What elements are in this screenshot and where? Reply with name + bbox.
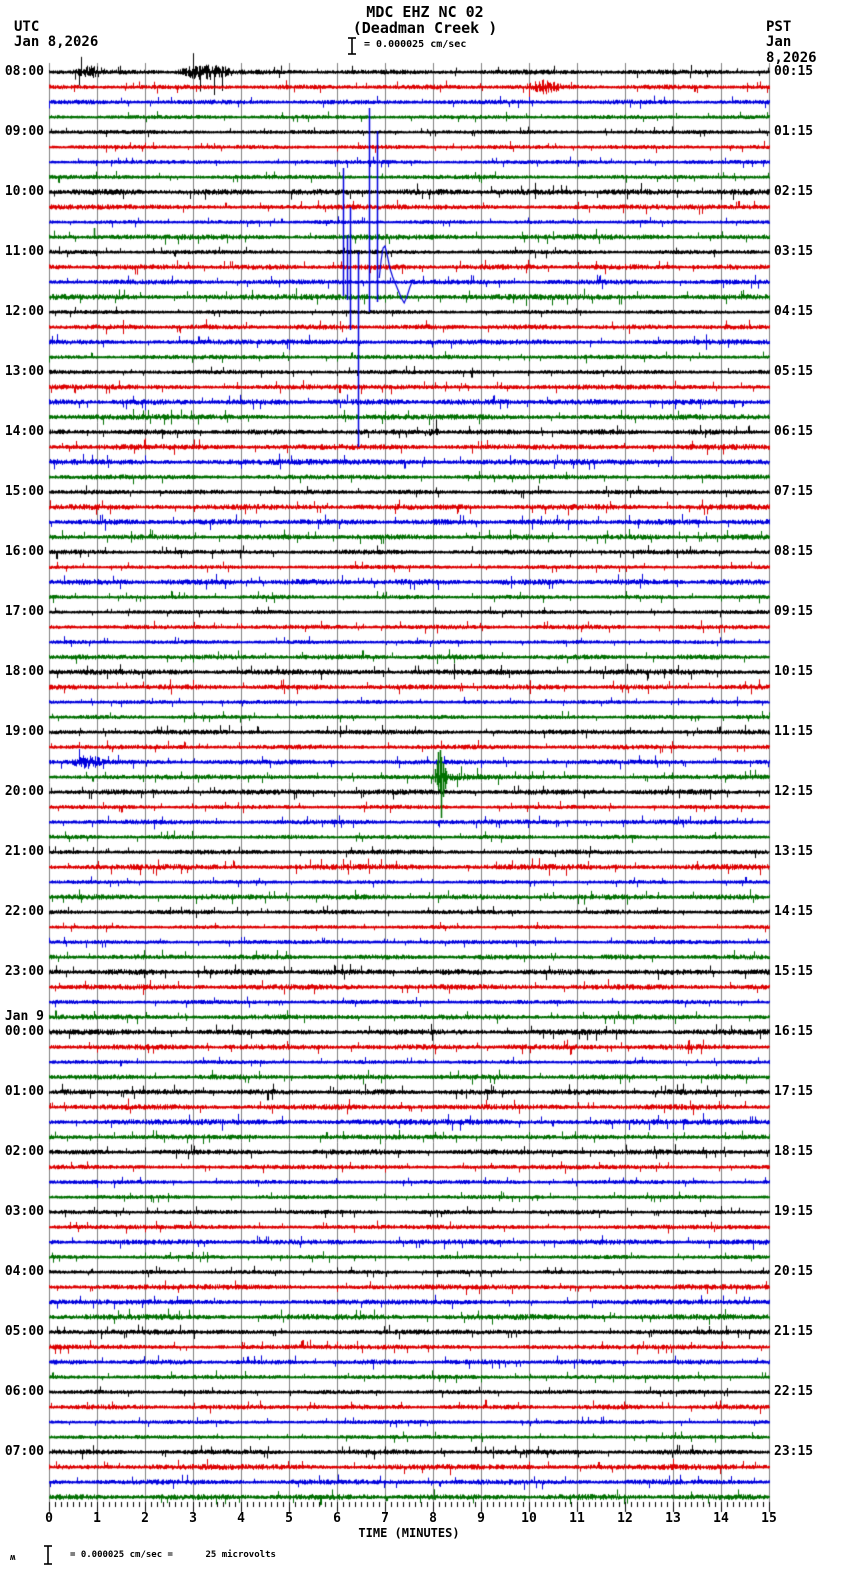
utc-hour-label: 21:00 — [4, 844, 44, 859]
pst-hour-label: 09:15 — [774, 604, 814, 619]
x-tick-label: 7 — [381, 1511, 389, 1526]
x-tick-label: 10 — [521, 1511, 537, 1526]
pst-hour-label: 16:15 — [774, 1024, 814, 1039]
x-tick-label: 15 — [761, 1511, 777, 1526]
pst-hour-label: 14:15 — [774, 904, 814, 919]
utc-hour-label: 22:00 — [4, 904, 44, 919]
x-tick-label: 8 — [429, 1511, 437, 1526]
x-tick-label: 3 — [189, 1511, 197, 1526]
pst-hour-label: 20:15 — [774, 1264, 814, 1279]
utc-hour-label: 17:00 — [4, 604, 44, 619]
pst-hour-label: 13:15 — [774, 844, 814, 859]
x-tick-label: 4 — [237, 1511, 245, 1526]
pst-hour-label: 07:15 — [774, 484, 814, 499]
x-tick-label: 0 — [45, 1511, 53, 1526]
microseism-marker-icon: ʍ — [10, 1553, 16, 1563]
utc-hour-label: 10:00 — [4, 184, 44, 199]
utc-hour-label: 06:00 — [4, 1384, 44, 1399]
pst-hour-label: 12:15 — [774, 784, 814, 799]
pst-hour-label: 04:15 — [774, 304, 814, 319]
utc-hour-label: 09:00 — [4, 124, 44, 139]
utc-hour-label: 19:00 — [4, 724, 44, 739]
utc-hour-label: 00:00 — [4, 1024, 44, 1039]
x-tick-label: 9 — [477, 1511, 485, 1526]
pst-hour-label: 15:15 — [774, 964, 814, 979]
x-tick-label: 1 — [93, 1511, 101, 1526]
x-tick-label: 6 — [333, 1511, 341, 1526]
x-tick-label: 11 — [569, 1511, 585, 1526]
utc-hour-label: 18:00 — [4, 664, 44, 679]
utc-hour-label: 12:00 — [4, 304, 44, 319]
date-break-label: Jan 9 — [4, 1009, 44, 1024]
footer-scale-label: = 0.000025 cm/sec = 25 microvolts — [70, 1550, 276, 1560]
utc-hour-label: 16:00 — [4, 544, 44, 559]
utc-hour-label: 01:00 — [4, 1084, 44, 1099]
pst-hour-label: 11:15 — [774, 724, 814, 739]
pst-hour-label: 02:15 — [774, 184, 814, 199]
x-tick-label: 12 — [617, 1511, 633, 1526]
pst-hour-label: 05:15 — [774, 364, 814, 379]
pst-hour-label: 06:15 — [774, 424, 814, 439]
pst-hour-label: 10:15 — [774, 664, 814, 679]
utc-hour-label: 15:00 — [4, 484, 44, 499]
footer-scale-bar-icon — [42, 1543, 54, 1571]
utc-hour-label: 03:00 — [4, 1204, 44, 1219]
pst-hour-label: 01:15 — [774, 124, 814, 139]
utc-hour-label: 02:00 — [4, 1144, 44, 1159]
utc-hour-label: 05:00 — [4, 1324, 44, 1339]
utc-hour-label: 13:00 — [4, 364, 44, 379]
x-tick-label: 2 — [141, 1511, 149, 1526]
pst-hour-label: 18:15 — [774, 1144, 814, 1159]
pst-hour-label: 22:15 — [774, 1384, 814, 1399]
pst-hour-label: 00:15 — [774, 64, 814, 79]
pst-hour-label: 19:15 — [774, 1204, 814, 1219]
utc-hour-label: 04:00 — [4, 1264, 44, 1279]
pst-hour-label: 21:15 — [774, 1324, 814, 1339]
utc-hour-label: 23:00 — [4, 964, 44, 979]
x-tick-label: 13 — [665, 1511, 681, 1526]
pst-hour-label: 08:15 — [774, 544, 814, 559]
footer-scale-line — [0, 1549, 850, 1569]
pst-hour-label: 23:15 — [774, 1444, 814, 1459]
utc-hour-label: 20:00 — [4, 784, 44, 799]
pst-hour-label: 03:15 — [774, 244, 814, 259]
utc-hour-label: 08:00 — [4, 64, 44, 79]
x-tick-label: 5 — [285, 1511, 293, 1526]
x-tick-label: 14 — [713, 1511, 729, 1526]
pst-hour-label: 17:15 — [774, 1084, 814, 1099]
utc-hour-label: 11:00 — [4, 244, 44, 259]
x-axis-title: TIME (MINUTES) — [358, 1526, 460, 1540]
utc-hour-label: 07:00 — [4, 1444, 44, 1459]
utc-hour-label: 14:00 — [4, 424, 44, 439]
